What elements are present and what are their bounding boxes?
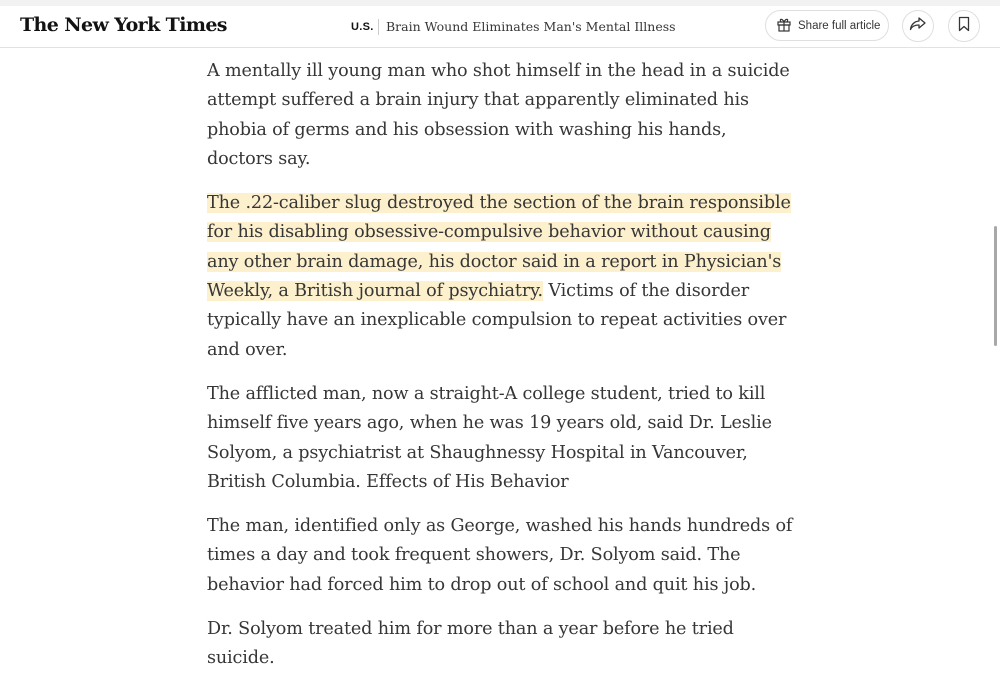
article-paragraph-5: Dr. Solyom treated him for more than a year before he tried suicide. <box>207 619 734 669</box>
nyt-logo[interactable]: The New York Times <box>20 14 227 36</box>
save-button[interactable] <box>948 10 980 42</box>
article-paragraph-1: A mentally ill young man who shot himself in the head in a suicide attempt suffered a brain injury that apparently eliminated his phobia of germs and his obsession with washing his hands, doctors say. <box>207 61 790 169</box>
share-full-article-button[interactable] <box>765 10 889 41</box>
article-paragraph-4: The man, identified only as George, washed his hands hundreds of times a day and took frequent showers, Dr. Solyom said. The behavior had forced him to drop out of school and quit his job. <box>207 516 793 595</box>
site-header <box>0 6 1000 48</box>
article-paragraph-2 <box>207 189 797 365</box>
article-paragraph-3: The afflicted man, now a straight-A college student, tried to kill himself five years ago, when he was 19 years old, said Dr. Leslie Solyom, a psychiatrist at Shaughnessy Hospital in Vancouver, British Columbia. Effects of His Behavior <box>207 383 772 492</box>
share-button[interactable] <box>902 10 934 42</box>
section-label[interactable]: U.S. <box>351 21 374 33</box>
share-full-article-label: Share full article <box>798 19 881 32</box>
section-divider <box>378 19 379 35</box>
paragraph-2-rest: Victims of the disorder typically have an inexplicable compulsion to repeat activities over and over. <box>207 281 787 360</box>
scrollbar-thumb[interactable] <box>994 226 997 346</box>
header-headline: Brain Wound Eliminates Man's Mental Illness <box>386 19 676 34</box>
share-arrow-icon <box>909 16 927 36</box>
bookmark-icon <box>958 16 970 36</box>
gift-icon <box>776 16 792 36</box>
article-body <box>207 57 797 689</box>
highlighted-text[interactable]: The .22-caliber slug destroyed the section of the brain responsible for his disabling obsessive-compulsive behavior without causing any other brain damage, his doctor said in a report in Physician's Weekly, a British journal of psychiatry. <box>207 193 791 302</box>
